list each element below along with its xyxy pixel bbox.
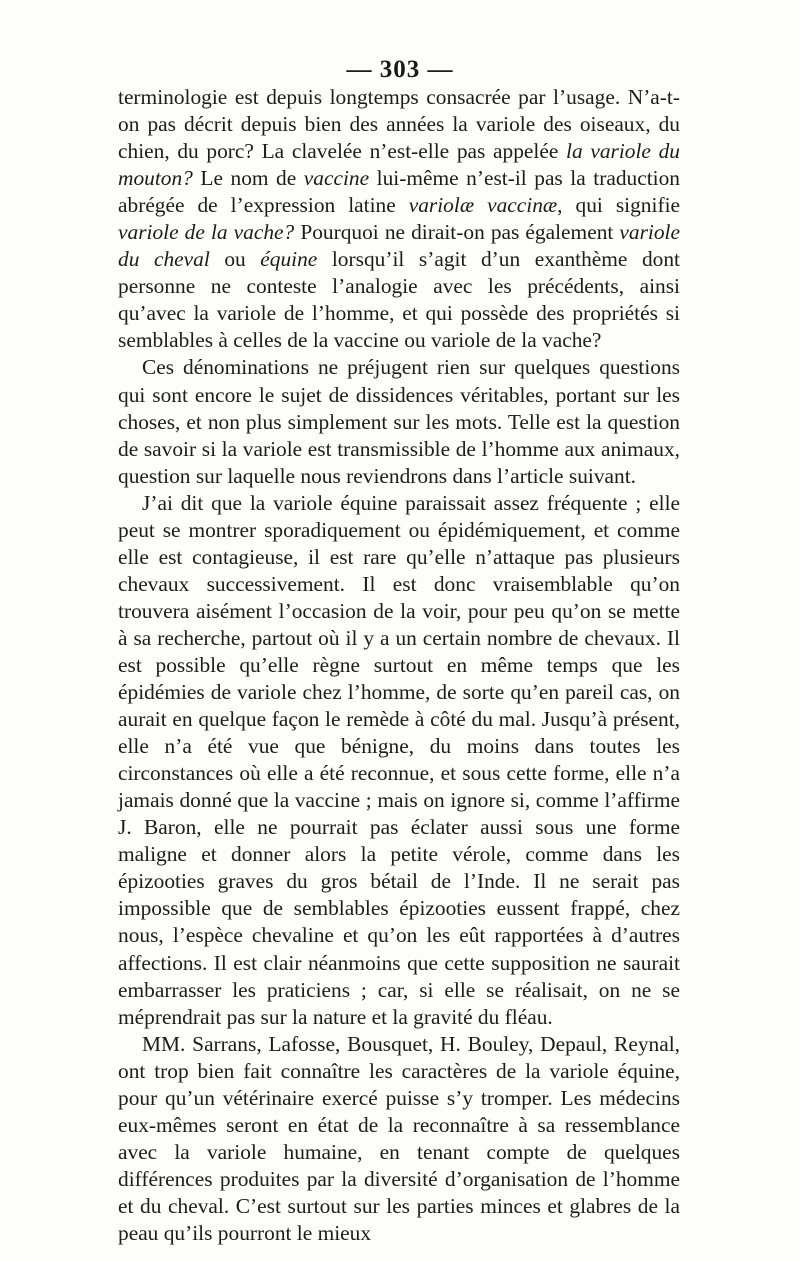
italic-phrase: variolæ vaccinæ: [408, 193, 558, 218]
italic-phrase: vaccine: [303, 166, 370, 191]
paragraph-1: [118, 84, 680, 354]
paragraph-2: [118, 354, 680, 489]
text-run: Le nom de: [192, 166, 304, 191]
text-run: MM. Sarrans, Lafosse, Bousquet, H. Bouley, Depaul, Reynal, ont trop bien fait connaître les caractères de la variole équine, pour qu’un vétérinaire exercé puisse s’y tromper. Les médecins eux-mêmes seront en état de la reconnaître à sa ressemblance avec la variole humaine, en tenant compte de quelques différences produites par la diversité d’organisation de l’homme et du cheval. C’est surtout sur les parties minces et glabres de la peau qu’ils pourront le mieux: [118, 1031, 680, 1245]
text-run: Pourquoi ne dirait-on pas également: [294, 220, 620, 245]
paragraph-3: [118, 490, 680, 1031]
paragraph-4: [118, 1031, 680, 1247]
text-run: ou: [209, 247, 261, 272]
italic-phrase: équine: [260, 247, 318, 272]
text-run: Ces dénominations ne préjugent rien sur quelques questions qui sont encore le sujet de dissidences véritables, portant sur les choses, et non plus simplement sur les mots. Telle est la question de savoir si la variole est transmissible de l’homme aux animaux, question sur laquelle nous reviendrons dans l’article suivant.: [118, 355, 680, 488]
text-run: terminologie est depuis longtemps consacrée par l’usage. N’a-t-on pas décrit depuis bien des années la variole des oiseaux, du chien, du porc? La clavelée n’est-elle pas appelée: [118, 85, 680, 164]
text-run: lui-même n’est-il pas la traduction abrégée de l’expression latine: [118, 166, 680, 218]
text-run: lorsqu’il s’agit d’un exanthème dont personne ne conteste l’analogie avec les précédents, ainsi qu’avec la variole de l’homme, et qui possède des propriétés si semblables à celles de la vaccine ou variole de la vache?: [118, 247, 680, 353]
text-run: J’ai dit que la variole équine paraissait assez fréquente ; elle peut se montrer sporadiquement ou épidémiquement, et comme elle est contagieuse, il est rare qu’elle n’attaque pas plusieurs chevaux successivement. Il est donc vraisemblable qu’on trouvera aisément l’occasion de la voir, pour peu qu’on se mette à sa recherche, partout où il y a un certain nombre de chevaux. Il est possible qu’elle règne surtout en même temps que les épidémies de variole chez l’homme, de sorte qu’en pareil cas, on aurait en quelque façon le remède à côté du mal. Jusqu’à présent, elle n’a été vue que bénigne, du moins dans toutes les circonstances où elle a été reconnue, et sous cette forme, elle n’a jamais donné que la vaccine ; mais on ignore si, comme l’affirme J. Baron, elle ne pourrait pas éclater aussi sous une forme maligne et donner alors la petite vérole, comme dans les épizooties graves du gros bétail de l’Inde. Il ne serait pas impossible que de semblables épizooties eussent frappé, chez nous, l’espèce chevaline et qu’on les eût rapportées à d’autres affections. Il est clair néanmoins que cette supposition ne saurait embarrasser les praticiens ; car, si elle se réalisait, on ne se méprendrait pas sur la nature et la gravité du fléau.: [118, 490, 680, 1029]
italic-phrase: variole du cheval: [118, 220, 680, 272]
italic-phrase: variole de la vache?: [118, 220, 295, 245]
text-run: , qui signifie: [557, 193, 681, 218]
italic-phrase: la variole du mouton?: [118, 139, 680, 191]
body-text: [118, 84, 680, 1247]
page-number: — 303 —: [346, 56, 454, 83]
